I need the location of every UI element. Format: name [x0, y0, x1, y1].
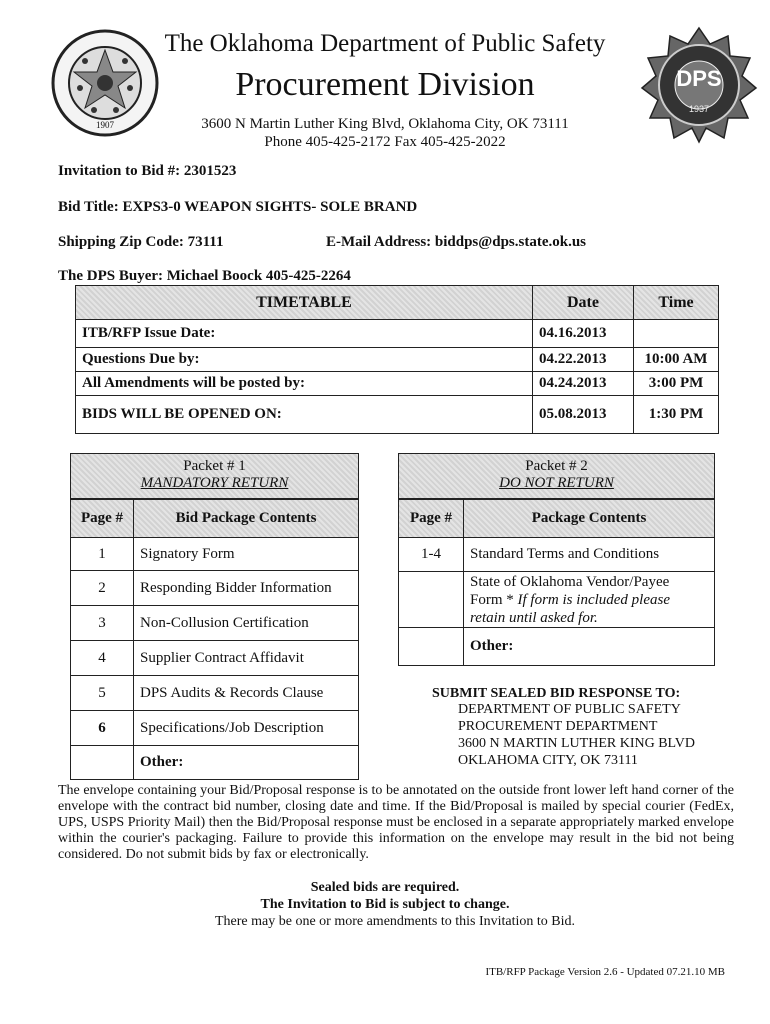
timetable-row-time: 10:00 AM — [634, 348, 719, 372]
timetable — [75, 285, 719, 434]
packet1-item: Non-Collusion Certification — [134, 606, 359, 641]
packet2-title: Packet # 2 — [525, 458, 588, 474]
timetable-row-label: BIDS WILL BE OPENED ON: — [76, 396, 533, 434]
packet1-other: Other: — [134, 746, 359, 780]
packet1-item: Specifications/Job Description — [134, 711, 359, 746]
amendments-notice: There may be one or more amendments to this Invitation to Bid. — [214, 914, 576, 929]
timetable-row-date: 05.08.2013 — [533, 396, 634, 434]
packet1-page: 1 — [71, 538, 134, 571]
bid-title: Bid Title: EXPS3-0 WEAPON SIGHTS- SOLE BRAND — [58, 199, 418, 215]
packet2-vendor-form: State of Oklahoma Vendor/Payee Form * If form is included please retain until asked for. — [464, 572, 715, 628]
packet1-subtitle: MANDATORY RETURN — [140, 475, 289, 491]
packet2-item: Standard Terms and Conditions — [464, 538, 715, 572]
submit-address-line: DEPARTMENT OF PUBLIC SAFETY — [458, 702, 681, 717]
sealed-bids-notice: Sealed bids are required. — [310, 880, 460, 895]
timetable-row-label: All Amendments will be posted by: — [76, 372, 533, 396]
timetable-header: TIMETABLE — [76, 286, 533, 320]
timetable-row-time — [634, 320, 719, 348]
timetable-row-date: 04.24.2013 — [533, 372, 634, 396]
dps-badge-center: DPS — [676, 66, 722, 91]
timetable-row-time: 1:30 PM — [634, 396, 719, 434]
packet1-contents-header: Bid Package Contents — [134, 500, 359, 538]
version-footer: ITB/RFP Package Version 2.6 - Updated 07.21.10 MB — [485, 966, 725, 978]
email-address: E-Mail Address: biddps@dps.state.ok.us — [326, 234, 587, 250]
packet2-page: 1-4 — [399, 538, 464, 572]
timetable-row-label: ITB/RFP Issue Date: — [76, 320, 533, 348]
packet1-table — [70, 499, 359, 780]
packet1-item: Signatory Form — [134, 538, 359, 571]
department-title: The Oklahoma Department of Public Safety — [164, 30, 606, 57]
submit-address-line: OKLAHOMA CITY, OK 73111 — [458, 753, 638, 768]
packet2-page-header: Page # — [399, 500, 464, 538]
packet1-item: DPS Audits & Records Clause — [134, 676, 359, 711]
timetable-row-time: 3:00 PM — [634, 372, 719, 396]
dps-buyer: The DPS Buyer: Michael Boock 405-425-2264 — [58, 268, 351, 284]
envelope-instructions: The envelope containing your Bid/Proposal response is to be annotated on the outside front lower left hand corner of the envelope with the contract bid number, closing date and time. If the Bid/Proposal is mailed by special courier (FedEx, UPS, USPS Priority Mail) then the Bid/Proposal response must be enclosed in a separate appropriately marked envelope within the courier's packaging. Failure to provide this information on the envelope may result in the bid not being considered. Do not submit bids by fax or electronically. — [58, 783, 734, 862]
date-header: Date — [533, 286, 634, 320]
submit-address-line: 3600 N MARTIN LUTHER KING BLVD — [458, 736, 696, 751]
packet1-title: Packet # 1 — [183, 458, 246, 474]
packet2-subtitle: DO NOT RETURN — [499, 475, 614, 491]
packet2-table — [398, 499, 715, 666]
packet2-other: Other: — [464, 628, 715, 666]
state-seal-year: 1907 — [96, 120, 114, 130]
packet1-item: Responding Bidder Information — [134, 571, 359, 606]
dps-badge-year: 1937 — [688, 104, 710, 114]
packet1-item: Supplier Contract Affidavit — [134, 641, 359, 676]
packet1-page: 3 — [71, 606, 134, 641]
timetable-row-label: Questions Due by: — [76, 348, 533, 372]
subject-to-change-notice: The Invitation to Bid is subject to change. — [260, 897, 510, 912]
timetable-row-date: 04.16.2013 — [533, 320, 634, 348]
packet1-page-header: Page # — [71, 500, 134, 538]
packet1-page: 2 — [71, 571, 134, 606]
packet2-contents-header: Package Contents — [464, 500, 715, 538]
shipping-zip: Shipping Zip Code: 73111 — [58, 234, 224, 250]
timetable-row-date: 04.22.2013 — [533, 348, 634, 372]
packet1-page: 4 — [71, 641, 134, 676]
time-header: Time — [634, 286, 719, 320]
division-title: Procurement Division — [235, 66, 535, 103]
submit-heading: SUBMIT SEALED BID RESPONSE TO: — [432, 686, 681, 701]
header-address: 3600 N Martin Luther King Blvd, Oklahoma City, OK 73111 — [201, 116, 569, 132]
itb-number: Invitation to Bid #: 2301523 — [58, 163, 237, 179]
packet1-page: 5 — [71, 676, 134, 711]
submit-address-line: PROCUREMENT DEPARTMENT — [458, 719, 658, 734]
packet2-header — [398, 453, 715, 499]
header-phone: Phone 405-425-2172 Fax 405-425-2022 — [264, 134, 506, 150]
packet1-page: 6 — [71, 711, 134, 746]
packet1-header — [70, 453, 359, 499]
